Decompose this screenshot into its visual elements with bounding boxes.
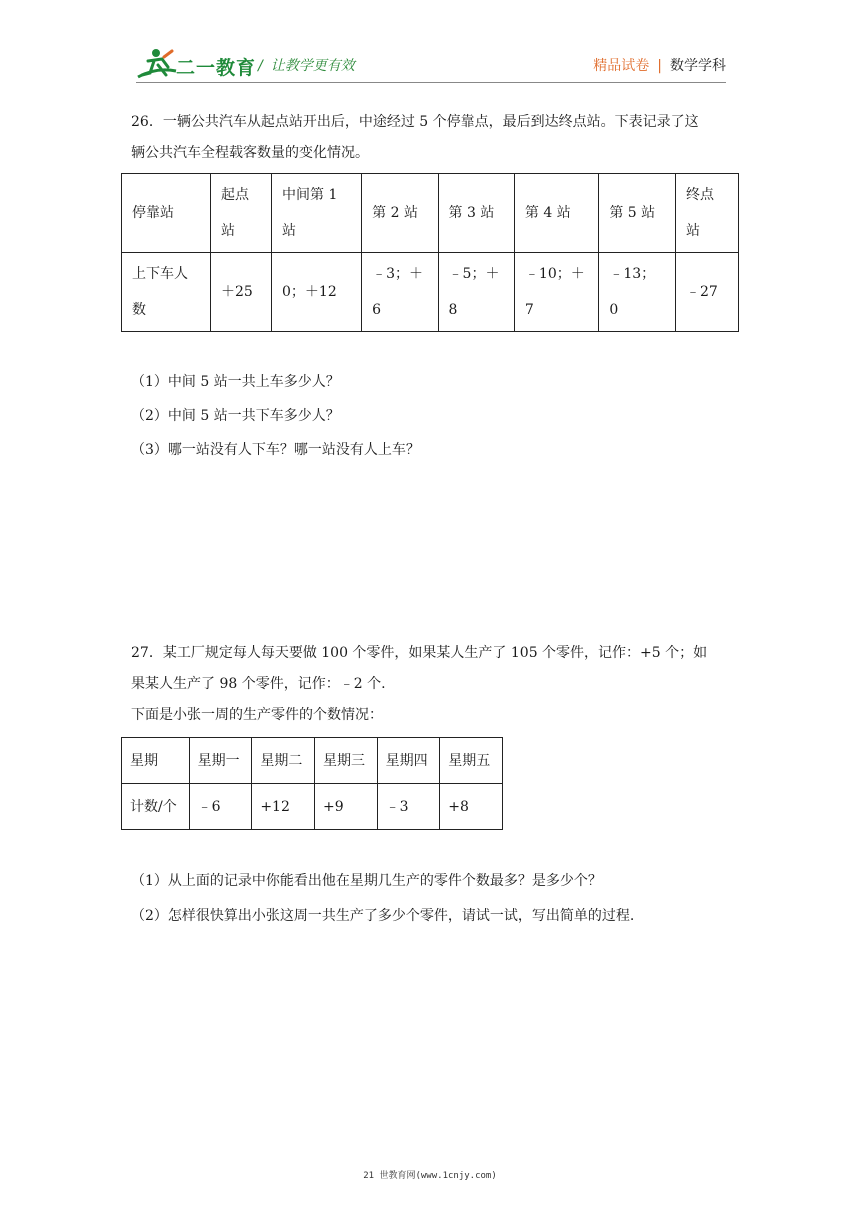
table-cell: +9 <box>314 784 377 830</box>
page-header <box>0 0 860 90</box>
q26-sub-2: （2）中间 5 站一共下车多少人？ <box>131 408 340 424</box>
table-cell: 0；＋12 <box>272 253 362 332</box>
q26-stem-line2: 辆公共汽车全程载客数量的变化情况。 <box>131 145 369 161</box>
q27-stem-line2: 果某人生产了 98 个零件，记作：﹣2 个. <box>131 676 386 692</box>
slogan-text: 让教学更有效 <box>270 58 355 74</box>
q27-table <box>121 737 503 830</box>
table-cell: ﹣13； 0 <box>599 253 676 332</box>
q27-sub-2: （2）怎样很快算出小张这周一共生产了多少个零件，请试一试，写出简单的过程. <box>131 908 635 924</box>
table-cell: 第 4 站 <box>514 174 598 253</box>
logo-text: 二一教育 <box>176 57 257 79</box>
brand-label: 精品试卷 <box>593 58 650 74</box>
table-cell <box>676 174 739 253</box>
table-cell: +8 <box>440 784 503 830</box>
table-cell: ﹣3；＋6 <box>362 253 438 332</box>
q26-stem <box>131 107 741 169</box>
table-cell: ﹣6 <box>189 784 252 830</box>
cell-text: 终点站 <box>686 187 714 239</box>
table-cell: ﹣10；＋7 <box>514 253 598 332</box>
q26-table <box>121 173 739 332</box>
table-cell: 计数/个 <box>122 784 190 830</box>
table-cell <box>122 253 211 332</box>
table-cell: 星期 <box>122 738 190 784</box>
table-cell: 星期四 <box>377 738 440 784</box>
header-divider <box>136 82 726 83</box>
table-row <box>122 784 503 830</box>
table-cell: ＋25 <box>211 253 272 332</box>
q27-stem-line1: 27．某工厂规定每人每天要做 100 个零件，如果某人生产了 105 个零件，记作：+5 个；如 <box>131 645 708 661</box>
q27-stem-line3: 下面是小张一周的生产零件的个数情况： <box>131 707 383 723</box>
table-cell: 停靠站 <box>122 174 211 253</box>
table-cell: 星期二 <box>252 738 315 784</box>
q27-stem <box>131 638 741 731</box>
table-cell: 第 5 站 <box>599 174 676 253</box>
table-cell: ﹣5；＋8 <box>438 253 514 332</box>
table-cell: 中间第 1 站 <box>272 174 362 253</box>
table-cell: 星期一 <box>189 738 252 784</box>
table-cell: +12 <box>252 784 315 830</box>
table-cell: ﹣27 <box>676 253 739 332</box>
table-row <box>122 174 739 253</box>
separator-bar: | <box>657 58 662 74</box>
header-right <box>593 55 726 75</box>
page-footer: 21 世教育网(www.1cnjy.com) <box>363 1171 497 1181</box>
table-row <box>122 253 739 332</box>
table-cell <box>211 174 272 253</box>
q26-stem-line1: 26．一辆公共汽车从起点站开出后，中途经过 5 个停靠点，最后到达终点站。下表记录了这 <box>131 114 699 130</box>
table-row <box>122 738 503 784</box>
table-cell: 第 2 站 <box>362 174 438 253</box>
table-cell: 星期三 <box>314 738 377 784</box>
q26-sub-1: （1）中间 5 站一共上车多少人？ <box>131 374 340 390</box>
table-cell: ﹣3 <box>377 784 440 830</box>
subject-label: 数学学科 <box>670 58 726 74</box>
q26-sub-3: （3）哪一站没有人下车？哪一站没有人上车？ <box>131 442 420 458</box>
slogan: / 让教学更有效 <box>258 58 355 74</box>
table-cell: 星期五 <box>440 738 503 784</box>
q27-sub-1: （1）从上面的记录中你能看出他在星期几生产的零件个数最多？是多少个？ <box>131 873 602 889</box>
cell-text: 起点站 <box>221 187 249 239</box>
table-cell: 第 3 站 <box>438 174 514 253</box>
cell-text: 上下车人数 <box>132 266 188 318</box>
